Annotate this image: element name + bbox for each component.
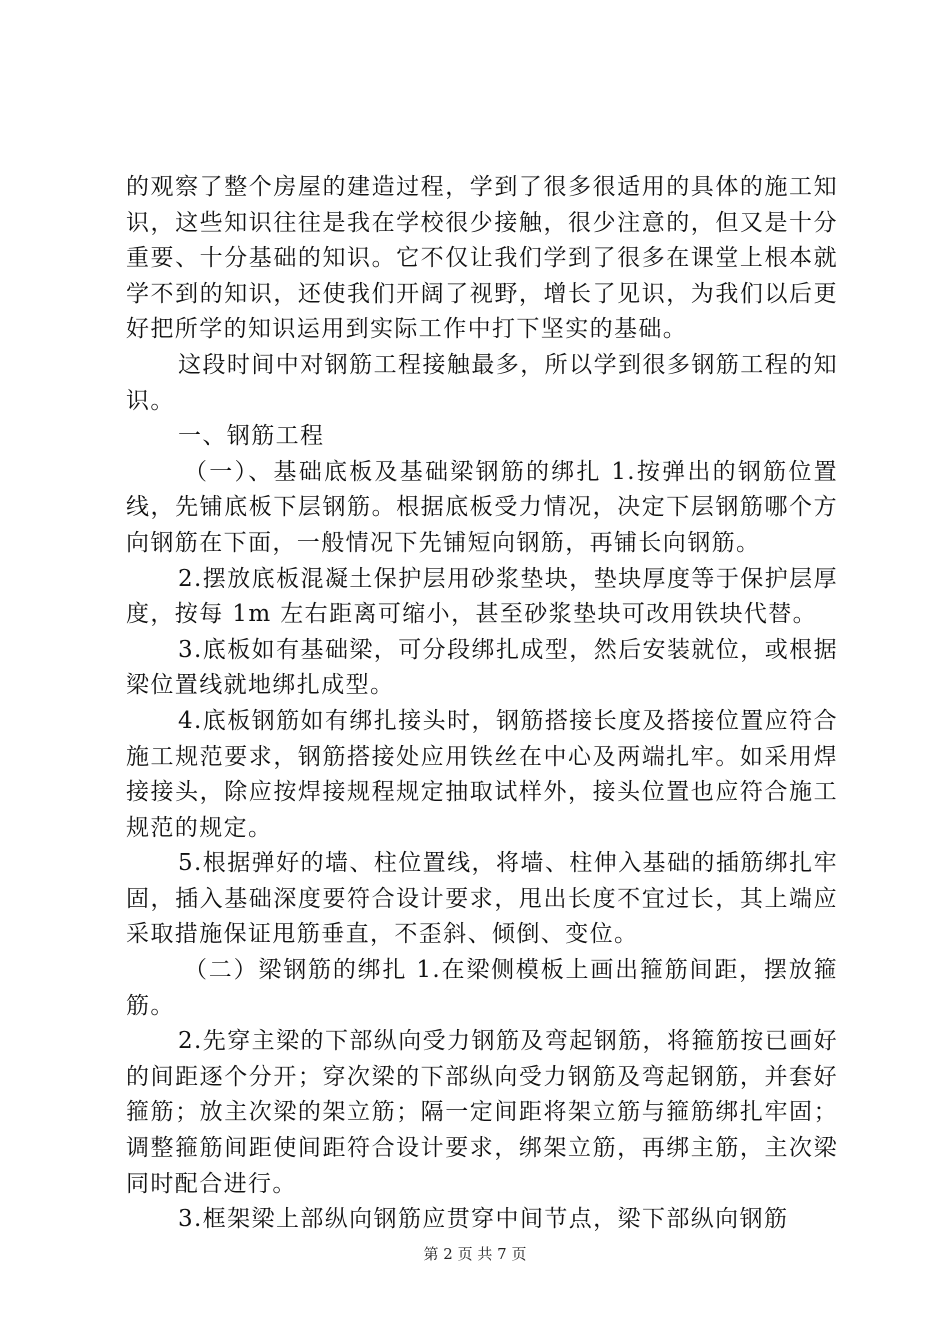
- paragraph-beam-item-3: 3.框架梁上部纵向钢筋应贯穿中间节点，梁下部纵向钢筋: [178, 1206, 789, 1233]
- paragraph-item-3: 3.底板如有基础梁，可分段绑扎成型，然后安装就位，或根据梁位置线就地绑扎成型。: [126, 636, 838, 699]
- section-heading: 一、钢筋工程: [178, 423, 325, 450]
- paragraph-item-4: 4.底板钢筋如有绑扎接头时，钢筋搭接长度及搭接位置应符合施工规范要求，钢筋搭接处应用铁丝在中心及两端扎牢。如采用焊接接头，除应按焊接规程规定抽取试样外，接头位置也应符合施工规范的规定。: [126, 707, 838, 841]
- subsection-foundation: （一）、基础底板及基础梁钢筋的绑扎 1.按弹出的钢筋位置线，先铺底板下层钢筋。根据底板受力情况，决定下层钢筋哪个方向钢筋在下面，一般情况下先铺短向钢筋，再铺长向钢筋。: [126, 458, 838, 556]
- document-body: [126, 170, 838, 1238]
- paragraph-intro: 这段时间中对钢筋工程接触最多，所以学到很多钢筋工程的知识。: [126, 351, 838, 414]
- page-footer: [0, 1243, 950, 1264]
- page-number: 第 2 页 共 7 页: [423, 1245, 527, 1263]
- paragraph-item-5: 5.根据弹好的墙、柱位置线，将墙、柱伸入基础的插筋绑扎牢固，插入基础深度要符合设计要求，甩出长度不宜过长，其上端应采取措施保证甩筋垂直，不歪斜、倾倒、变位。: [126, 850, 838, 948]
- paragraph-continuation: 的观察了整个房屋的建造过程，学到了很多很适用的具体的施工知识，这些知识往往是我在学校很少接触，很少注意的，但又是十分重要、十分基础的知识。它不仅让我们学到了很多在课堂上根本就学不到的知识，还使我们开阔了视野，增长了见识，为我们以后更好把所学的知识运用到实际工作中打下坚实的基础。: [126, 174, 838, 343]
- paragraph-beam-item-2: 2.先穿主梁的下部纵向受力钢筋及弯起钢筋，将箍筋按已画好的间距逐个分开；穿次梁的下部纵向受力钢筋及弯起钢筋，并套好箍筋；放主次梁的架立筋；隔一定间距将架立筋与箍筋绑扎牢固；调整箍筋间距使间距符合设计要求，绑架立筋，再绑主筋，主次梁同时配合进行。: [126, 1028, 838, 1197]
- subsection-beam: （二）梁钢筋的绑扎 1.在梁侧模板上画出箍筋间距，摆放箍筋。: [126, 957, 838, 1019]
- paragraph-item-2: 2.摆放底板混凝土保护层用砂浆垫块，垫块厚度等于保护层厚度，按每 1m 左右距离可缩小，甚至砂浆垫块可改用铁块代替。: [126, 565, 838, 628]
